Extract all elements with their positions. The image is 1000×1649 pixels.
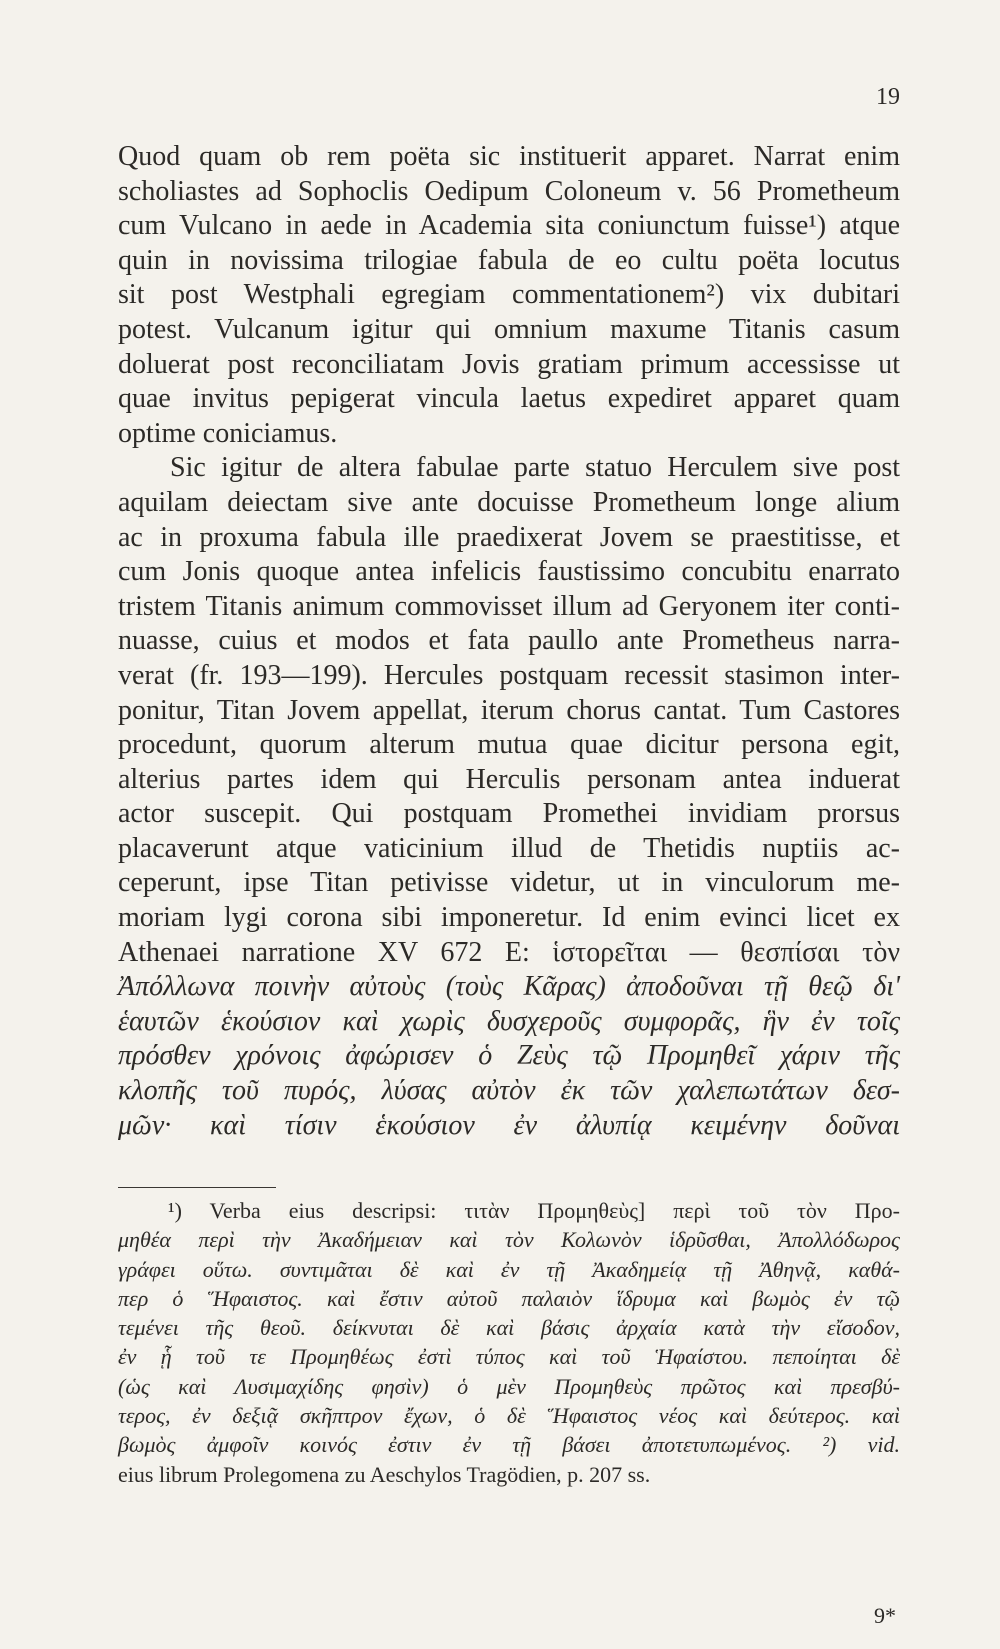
text-line: scholiastes ad Sophoclis Oedipum Coloneum v. 56 Prometheum [118,175,900,207]
footnote-line: (ὡς καὶ Λυσιμαχίδης φησὶν) ὁ μὲν Προμηθεὺς πρῶτος καὶ πρεσβύ- [118,1373,900,1399]
footnote-line: γράφει οὕτω. συντιμᾶται δὲ καὶ ἐν τῇ Ἀκαδημείᾳ τῇ Ἀθηνᾷ, καθά- [118,1256,900,1282]
footnote-line: eius librum Prolegomena zu Aeschylos Tragödien, p. 207 ss. [118,1461,651,1487]
text-line: ponitur, Titan Jovem appellat, iterum chorus cantat. Tum Castores [118,694,900,726]
body-text [118,140,900,1143]
text-line: alterius partes idem qui Herculis personam antea induerat [118,763,900,795]
text-line: cum Vulcano in aede in Academia sita coniunctum fuisse¹) atque [118,210,900,242]
text-line: aquilam deiectam sive ante docuisse Prometheum longe alium [118,486,900,518]
text-line: procedunt, quorum alterum mutua quae dicitur persona egit, [118,729,900,761]
text-line: quae invitus pepigerat vincula laetus expediret apparet quam [118,383,900,415]
text-line: moriam lygi corona sibi imponeretur. Id enim evinci licet ex [118,902,900,934]
footnote-line: τερος, ἐν δεξιᾷ σκῆπτρον ἔχων, ὁ δὲ Ἥφαιστος νέος καὶ δεύτερος. καὶ [118,1403,900,1429]
text-line: optime coniciamus. [118,417,338,449]
text-line: doluerat post reconciliatam Jovis gratiam primum accessisse ut [118,348,900,380]
footnote-line: βωμὸς ἀμφοῖν κοινός ἐστιν ἐν τῇ βάσει ἀποτετυπωμένος. ²) vid. [118,1432,900,1458]
text-line: placaverunt atque vaticinium illud de Thetidis nuptiis ac- [118,832,900,864]
greek-text-line: Ἀπόλλωνα ποινὴν αὐτοὺς (τοὺς Κᾶρας) ἀποδοῦναι τῇ θεῷ δι' [118,971,900,1003]
text-line: ac in proxuma fabula ille praedixerat Jovem se praestitisse, et [118,521,900,553]
greek-text-line: μῶν· καὶ τίσιν ἑκούσιον ἐν ἀλυπίᾳ κειμένην δοῦναι [118,1109,900,1141]
text-line: ceperunt, ipse Titan petivisse videtur, ut in vinculorum me- [118,867,900,899]
text-line: Athenaei narratione XV 672 E: ἱστορεῖται — θεσπίσαι τὸν [118,936,900,968]
greek-text-line: πρόσθεν χρόνοις ἀφώρισεν ὁ Ζεὺς τῷ Προμηθεῖ χάριν τῆς [118,1040,900,1072]
page-number: 19 [876,84,900,110]
signature-mark: 9* [874,1603,896,1628]
text-line: quin in novissima trilogiae fabula de eo cultu poëta locutus [118,244,900,276]
text-line: potest. Vulcanum igitur qui omnium maxume Titanis casum [118,313,900,345]
text-line: Quod quam ob rem poëta sic instituerit apparet. Narrat enim [118,141,900,172]
text-line: Sic igitur de altera fabulae parte statuo Herculem sive post [170,452,900,484]
footnote-line: μηθέα περὶ τὴν Ἀκαδήμειαν καὶ τὸν Κολωνὸν ἱδρῦσθαι, Ἀπολλόδωρος [118,1227,900,1253]
text-line: sit post Westphali egregiam commentationem²) vix dubitari [118,279,900,311]
greek-text-line: ἑαυτῶν ἑκούσιον καὶ χωρὶς δυσχεροῦς συμφορᾶς, ἣν ἐν τοῖς [118,1005,900,1037]
footnote-line: περ ὁ Ἥφαιστος. καὶ ἔστιν αὐτοῦ παλαιὸν ἵδρυμα καὶ βωμὸς ἐν τῷ [118,1285,900,1311]
footnote-line: τεμένει τῆς θεοῦ. δείκνυται δὲ καὶ βάσις ἀρχαία κατὰ τὴν εἴσοδον, [118,1315,900,1341]
footnote-line: ἐν ᾗ τοῦ τε Προμηθέως ἐστὶ τύπος καὶ τοῦ Ἡφαίστου. πεποίηται δὲ [118,1344,900,1370]
text-line: nuasse, cuius et modos et fata paullo ante Prometheus narra- [118,625,900,657]
footnote-line: ¹) Verba eius descripsi: τιτὰν Προμηθεὺς] περὶ τοῦ τὸν Προ- [168,1198,900,1223]
text-line: cum Jonis quoque antea infelicis faustissimo concubitu enarrato [118,556,900,588]
footnotes [118,1196,900,1489]
footnote-divider [118,1187,276,1188]
text-line: verat (fr. 193—199). Hercules postquam recessit stasimon inter- [118,659,900,691]
text-line: actor suscepit. Qui postquam Promethei invidiam prorsus [118,798,900,830]
greek-text-line: κλοπῆς τοῦ πυρός, λύσας αὐτὸν ἐκ τῶν χαλεπωτάτων δεσ- [118,1075,900,1107]
text-line: tristem Titanis animum commovisset illum ad Geryonem iter conti- [118,590,900,622]
